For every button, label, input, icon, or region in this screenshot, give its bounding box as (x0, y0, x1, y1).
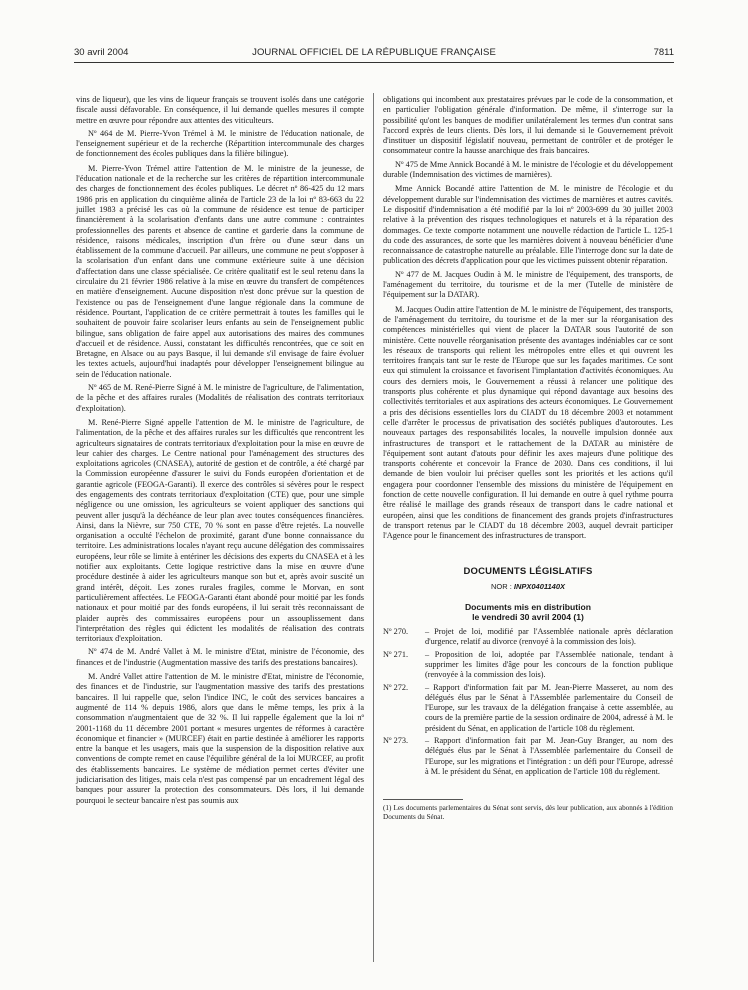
document-number: Nº 273. (383, 736, 409, 746)
subtitle-line: le vendredi 30 avril 2004 (1) (472, 612, 584, 623)
document-description: – Rapport d'information fait par M. Jean-Pierre Masseret, au nom des délégués élus par le Sénat à l'Assemblée parlementaire du Conseil de l'Europe, sur les travaux de la délégation française à cette assemblée, au cours de la première partie de la session ordinaire de 2004, adressé à M. le président du Sénat, en application de l'article 108 du règlement. (425, 682, 673, 733)
nor-value: INPX0401140X (513, 581, 566, 591)
footnote-rule (383, 799, 463, 800)
question-heading-465: Nº 465 de M. René-Pierre Signé à M. le ministre de l'agriculture, de l'alimentation, de la pêche et des affaires rurales (Modalités de réalisation des contrats territoriaux d'exploitation). (76, 383, 364, 413)
document-description: – Rapport d'information fait par M. Jean-Guy Branger, au nom des délégués élus par le Sénat à l'Assemblée parlementaire du Conseil de l'Europe, sur les migrations et l'intégration : un défi pour l'Europe, adressé à M. le président du Sénat, en application de l'article 108 du règlement. (425, 736, 673, 776)
paragraph: vins de liqueur), que les vins de liqueur français se trouvent isolés dans une catégorie fiscale aussi défavorable. En conséquence, il lui demande quelles mesures il compte mettre en œuvre pour répondre aux attentes des viticulteurs. (76, 95, 364, 125)
list-item (383, 683, 673, 734)
list-item (383, 627, 673, 648)
subtitle-line: Documents mis en distribution (464, 602, 592, 613)
nor-reference (383, 582, 673, 592)
paragraph: M. Pierre-Yvon Trémel attire l'attention de M. le ministre de la jeunesse, de l'éducation nationale et de la recherche sur les critères de répartition intercommunale des charges de fonctionnement des écoles publiques. Le décret nº 86-425 du 12 mars 1986 pris en application du cinquième alinéa de l'article 23 de la loi nº 83-663 du 22 juillet 1983 a précisé les cas où la commune de résidence est tenue de participer financièrement à la scolarisation d'enfants dans une autre commune : contraintes professionnelles des parents et absence de cantine et garderie dans la commune de résidence, raisons médicales, inscription d'un frère ou d'une sœur dans un établissement de la commune d'accueil. Par ailleurs, une commune ne peut s'opposer à la scolarisation d'un enfant dans une commune extérieure suite à une décision d'affectation dans une classe spécialisée. Ce critère qualitatif est le seul retenu dans la circulaire du 21 février 1986 relative à la mise en œuvre du transfert de compétences en matière d'enseignement. Aucune disposition n'est donc prévue sur la question de l'existence ou pas de l'enseignement d'une langue régionale dans la commune de résidence. Pourtant, l'application de ce critère permettrait à toutes les familles qui le souhaitent de pouvoir faire scolariser leurs enfants au sein de l'enseignement public bilingue, sans obligation de faire appel aux autorisations des maires des communes d'accueil et de résidence. Aussi, constatant les difficultés rencontrées, que ce soit en Bretagne, en Alsace ou au pays Basque, il lui demande s'il envisage de faire évoluer les textes actuels, aujourd'hui inadaptés pour développer l'enseignement bilingue au sein de l'éducation nationale. (76, 163, 364, 379)
question-heading-474: Nº 474 de M. André Vallet à M. le ministre d'Etat, ministre de l'économie, des finances et de l'industrie (Augmentation massive des tarifs des prestations bancaires). (76, 647, 364, 667)
document-number: Nº 270. (383, 627, 409, 637)
header-rule (74, 62, 674, 63)
document-description: – Projet de loi, modifié par l'Assemblée nationale après déclaration d'urgence, relatif au divorce (renvoyé à la commission des lois). (425, 627, 673, 647)
distribution-subtitle (383, 602, 673, 622)
journal-title: JOURNAL OFFICIEL DE LA RÉPUBLIQUE FRANÇAISE (252, 47, 496, 58)
list-item (383, 650, 673, 681)
page-header (74, 47, 674, 61)
footnote: (1) Les documents parlementaires du Sénat sont servis, dès leur publication, aux abonnés à l'édition Documents du Sénat. (383, 804, 673, 821)
paragraph: Mme Annick Bocandé attire l'attention de M. le ministre de l'écologie et du développement durable sur l'indemnisation des victimes de marnières et autres cavités. Le dispositif d'indemnisation a été modifié par la loi nº 2003-699 du 30 juillet 2003 relative à la prévention des risques technologiques et naturels et à la réparation des dommages. Ce texte comporte notamment une nouvelle rédaction de l'article L. 125-1 du code des assurances, de sorte que les marnières doivent à nouveau bénéficier d'une reconnaissance de catastrophe naturelle au préalable. Elle l'interroge donc sur la date de publication des décrets d'application pour que les victimes puissent obtenir réparation. (383, 184, 673, 266)
list-item (383, 736, 673, 777)
left-column (76, 95, 364, 809)
paragraph: M. Jacques Oudin attire l'attention de M. le ministre de l'équipement, des transports, de l'aménagement du territoire, du tourisme et de la mer sur la réorganisation des compétences ministérielles qui vient de placer la DATAR sous l'autorité de son ministère. Cette nouvelle réorganisation présente des avantages indéniables car ce sont les réseaux de transports qui relient les métropoles entre elles et qui ouvrent les territoires français tant sur le reste de l'Europe que sur les façades maritimes. Ce sont eux qui stimulent la croissance et favorisent l'implantation d'activités économiques. Au cours des derniers mois, le Gouvernement a réussi à relancer une politique des transports plus cohérente et plus dynamique qui répond davantage aux besoins des collectivités territoriales et aux aspirations des acteurs économiques. Le Gouvernement a pris des décisions essentielles lors du CIADT du 18 décembre 2003 et notamment celle d'arrêter le processus de privatisation des sociétés publiques d'autoroutes. Les nouveaux partages des responsabilités locales, la nouvelle impulsion donnée aux infrastructures de transport et le rattachement de la DATAR au ministère de l'équipement sont autant d'atouts pour définir les axes majeurs d'une politique des transports cohérente et concevoir la France de 2030. Dans ces conditions, il lui demande de bien vouloir lui préciser quelles sont les priorités et les actions qu'il engagera pour coordonner l'ensemble des missions du ministère de l'équipement en fonction de cette nouvelle configuration. Il lui demande en outre à quel rythme pourra être réalisé le maillage des grands réseaux de transport dans le cadre national et européen, ainsi que les conditions de financement des grands projets d'infrastructures de transport retenus par le CIADT du 18 décembre 2003, auquel devrait participer l'Agence pour le financement des infrastructures de transport. (383, 304, 673, 541)
paragraph: obligations qui incombent aux prestataires prévues par le code de la consommation, et en particulier l'obligation générale d'information. De même, il s'interroge sur la possibilité qu'ont les banques de modifier unilatéralement les termes d'un contrat sans l'accord exprès de leurs clients. Dès lors, il lui demande si le Gouvernement prévoit d'instituer un dispositif législatif nouveau, permettant de contrôler et de protéger le consommateur contre la hausse anarchique des frais bancaires. (383, 95, 673, 156)
document-description: – Proposition de loi, adoptée par l'Assemblée nationale, tendant à supprimer les limites d'âge pour les concours de la fonction publique (renvoyée à la commission des lois). (425, 649, 673, 680)
paragraph: M. René-Pierre Signé appelle l'attention de M. le ministre de l'agriculture, de l'alimentation, de la pêche et des affaires rurales sur les difficultés que rencontrent les agriculteurs signataires de contrats territoriaux d'exploitation pour la mise en œuvre de leur cahier des charges. Le Centre national pour l'aménagement des structures des exploitations agricoles (CNASEA), autorité de gestion et de contrôle, a été chargé par la Commission européenne d'assurer le suivi du Fonds européen d'orientation et de garantie agricole (FEOGA-Garanti). Il exerce des contrôles si sévères pour le respect des engagements des contrats territoriaux d'exploitation (CTE) que, pour une simple négligence ou une omission, les agriculteurs se voient appliquer des sanctions qui peuvent aller jusqu'à la déchéance de leur plan avec toutes conséquences financières. Ainsi, dans la Nièvre, sur 750 CTE, 70 % sont en passe d'être rejetés. La nouvelle organisation a occulté l'échelon de proximité, garant d'une bonne connaissance du territoire. Les administrations locales n'ayant reçu aucune délégation des commissaires européens, leur rôle se limite à entériner les décisions des experts du CNASEA et à les notifier aux exploitants. Cette logique restrictive dans la mise en œuvre d'une procédure destinée à aider les agriculteurs manque son but et, après avoir suscité un grand intérêt, déçoit. Les zones rurales fragiles, comme le Morvan, en sont particulièrement affectées. Le FEOGA-Garanti étant abondé pour moitié par les fonds nationaux et pour moitié par des fonds européens, il lui serait très reconnaissant de plaider auprès des commissaires européens pour un assouplissement dans l'interprétation des règles qui édictent les modalités de réalisation des contrats territoriaux d'exploitation. (76, 417, 364, 644)
section-title: DOCUMENTS LÉGISLATIFS (463, 566, 593, 578)
question-heading-475: Nº 475 de Mme Annick Bocandé à M. le ministre de l'écologie et du développement durable (Indemnisation des victimes de marnières). (383, 159, 673, 180)
question-heading-464: Nº 464 de M. Pierre-Yvon Trémel à M. le ministre de l'éducation nationale, de l'enseignement supérieur et de la recherche (Répartition intercommunale des charges de fonctionnement des écoles publiques dans la filière bilingue). (76, 128, 364, 159)
document-list (383, 627, 673, 777)
question-heading-477: Nº 477 de M. Jacques Oudin à M. le ministre de l'équipement, des transports, de l'aménagement du territoire, du tourisme et de la mer (Tutelle de ministère de l'équipement sur la DATAR). (383, 269, 673, 300)
right-column (383, 95, 673, 821)
issue-date: 30 avril 2004 (74, 47, 129, 58)
document-number: Nº 271. (383, 649, 409, 659)
column-divider (373, 93, 374, 962)
page-number: 7811 (653, 47, 674, 58)
document-number: Nº 272. (383, 682, 409, 692)
paragraph: M. André Vallet attire l'attention de M. le ministre d'Etat, ministre de l'économie, des finances et de l'industrie, sur l'augmentation massive des tarifs des prestations bancaires. Il lui rappelle que, selon l'indice INC, le coût des services bancaires a augmenté de 114 % depuis 1986, alors que dans le même temps, les prix à la consommation n'augmentaient que de 32 %. Il lui rappelle également que la loi nº 2001-1168 du 11 décembre 2001 portant « mesures urgentes de réformes à caractère économique et financier » (MURCEF) était en partie destinée à améliorer les rapports entre la banque et les usagers, mais que la suspension de la disposition relative aux conventions de compte remet en cause l'équilibre général de la loi MURCEF, au profit des établissements bancaires. Le système de médiation permet certes d'éviter une judiciarisation des litiges, mais cela n'est pas compensé par un encadrement légal des banques pour assurer la protection des consommateurs. Dès lors, il lui demande pourquoi le secteur bancaire n'est pas soumis aux (76, 672, 364, 805)
nor-label: NOR : (490, 581, 514, 591)
